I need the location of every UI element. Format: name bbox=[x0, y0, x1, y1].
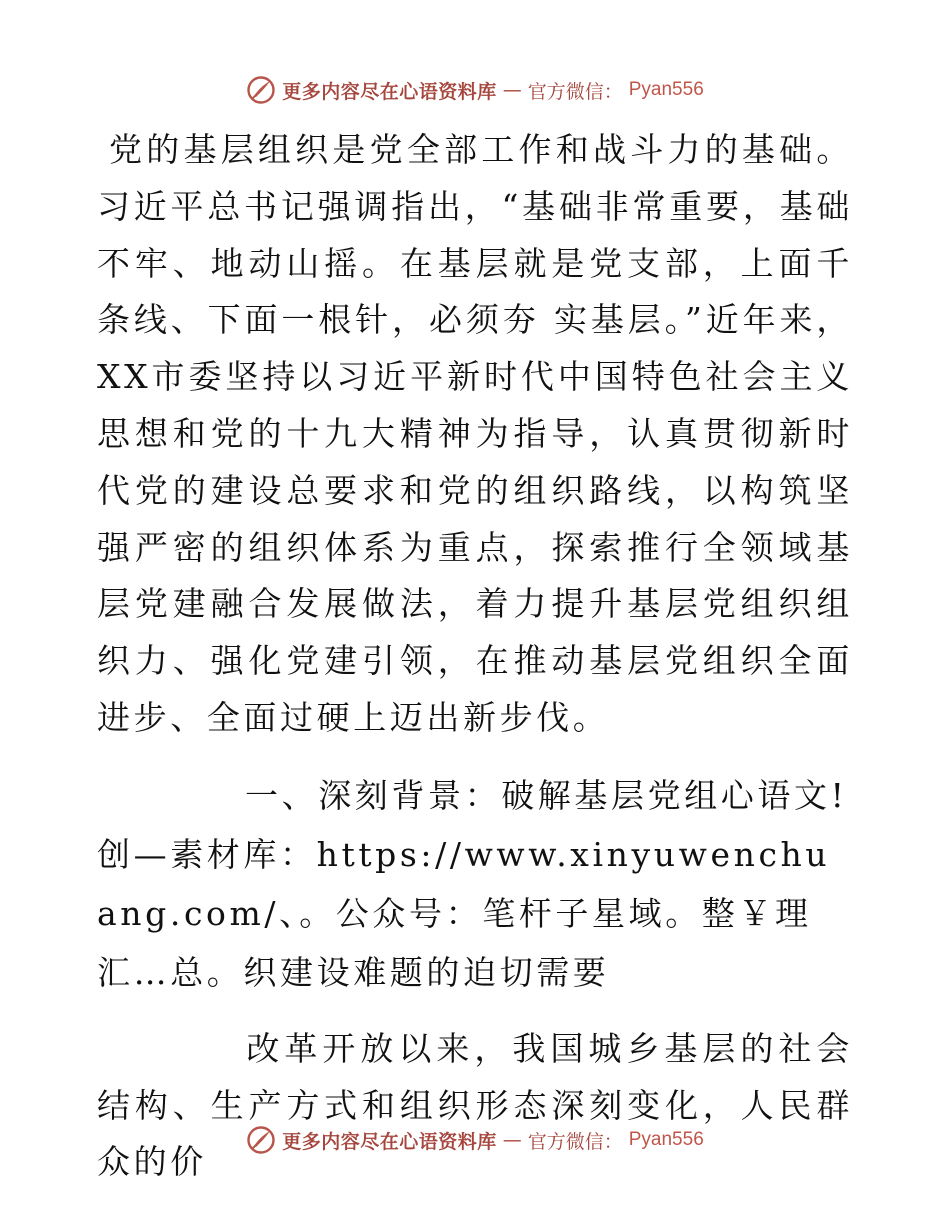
section-heading bbox=[97, 766, 853, 1002]
header-brand-text: 更多内容尽在心语资料库 bbox=[282, 80, 497, 103]
header-wechat-label: 官方微信： bbox=[527, 80, 623, 103]
paragraph-intro: 党的基层组织是党全部工作和战斗力的基础。习近平总书记强调指出，“基础非常重要，基础不牢、地动山摇。在基层就是党支部，上面千条线、下面一根针，必须夯 实基层。”近年来，XX市委坚持以习近平新时代中国特色社会主义思想和党的十九大精神为指导，认真贯彻新时代党的建设总要求和党的组织路线，以构筑坚强严密的组织体系为重点，探索推行全领域基层党建融合发展做法，着力提升基层党组织组织力、强化党建引领，在推动基层党组织全面进步、全面过硬上迈出新步伐。 bbox=[97, 130, 853, 737]
paragraph-reform bbox=[97, 1021, 853, 1191]
document-body bbox=[97, 122, 853, 1191]
footer-wechat-label: 官方微信： bbox=[527, 1130, 623, 1153]
quill-pen-logo-icon bbox=[246, 75, 276, 105]
quill-pen-logo-icon bbox=[246, 1125, 276, 1155]
page-footer bbox=[0, 1120, 950, 1160]
footer-watermark bbox=[246, 1125, 704, 1155]
header-watermark bbox=[246, 75, 704, 105]
footer-wechat-id: Pyan556 bbox=[628, 1129, 704, 1150]
header-separator: — bbox=[502, 79, 522, 101]
footer-brand-text: 更多内容尽在心语资料库 bbox=[282, 1130, 497, 1153]
section-heading-text: 一、深刻背景：破解基层党组心语文!创—素材库：https://www.xinyuwenchuang.com/、。公众号：笔杆子星域。整￥理汇…总。织建设难题的迫切需要 bbox=[97, 775, 848, 992]
paragraph-reform-text: 改革开放以来，我国城乡基层的社会结构、生产方式和组织形态深刻变化，人民群众的价 bbox=[97, 1028, 853, 1182]
page-header bbox=[0, 70, 950, 110]
header-wechat-id: Pyan556 bbox=[628, 79, 704, 100]
footer-separator: — bbox=[502, 1129, 522, 1151]
